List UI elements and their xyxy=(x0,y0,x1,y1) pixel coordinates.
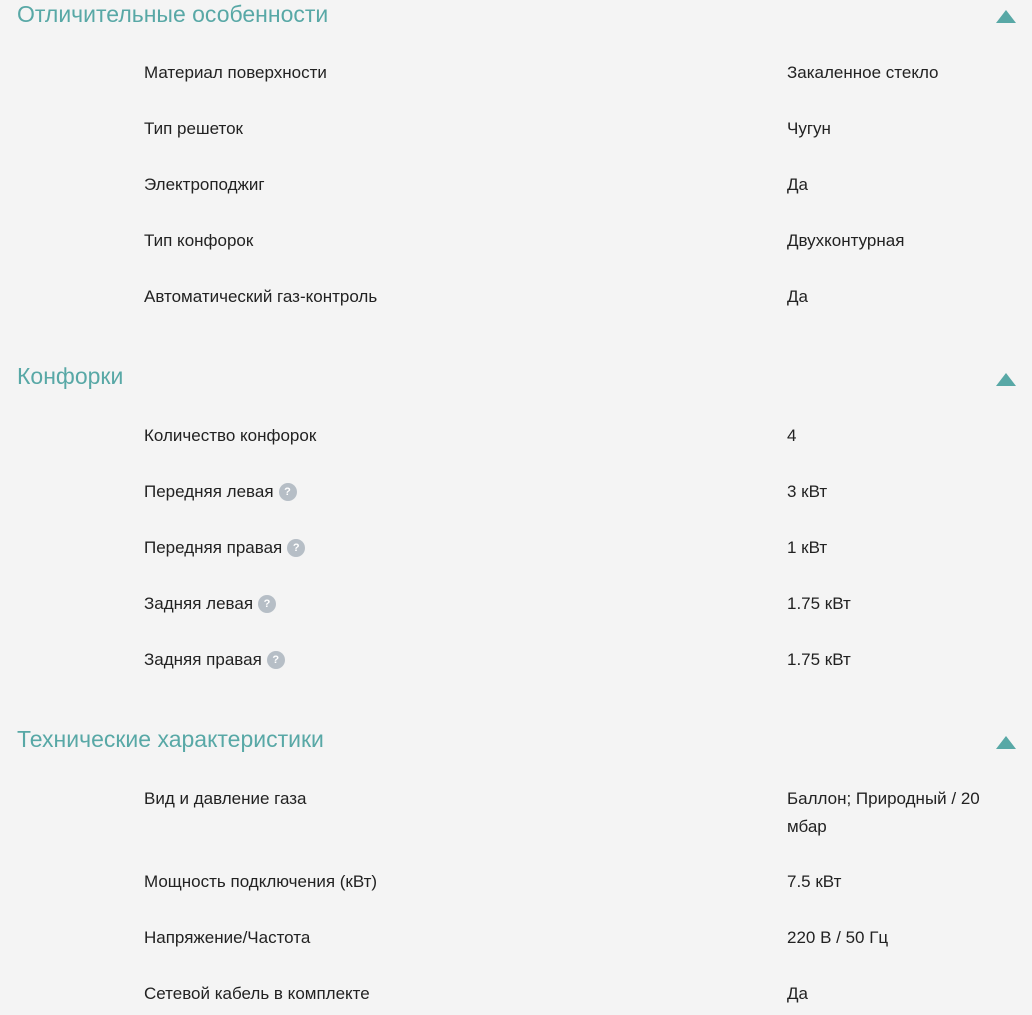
spec-label: Тип конфорок xyxy=(144,231,254,250)
spec-label: Передняя левая xyxy=(144,482,274,501)
spec-label: Тип решеток xyxy=(144,119,243,138)
section-features xyxy=(0,0,1032,306)
spec-value: Баллон; Природный / 20 мбар xyxy=(787,789,980,836)
section-title: Отличительные особенности xyxy=(17,1,329,27)
spec-label: Материал поверхности xyxy=(144,63,327,82)
section-title: Конфорки xyxy=(17,363,124,389)
help-question-icon[interactable]: ? xyxy=(258,595,276,613)
spec-value: Закаленное стекло xyxy=(787,63,939,82)
spec-label: Количество конфорок xyxy=(144,426,317,445)
section-burners xyxy=(0,362,1032,669)
spec-value: 1.75 кВт xyxy=(787,650,851,669)
help-question-icon[interactable]: ? xyxy=(267,651,285,669)
section-header[interactable] xyxy=(0,362,1032,402)
section-technical xyxy=(0,725,1032,1003)
spec-label: Задняя левая xyxy=(144,594,254,613)
spec-label: Автоматический газ-контроль xyxy=(144,287,378,306)
collapse-triangle-up-icon[interactable] xyxy=(996,10,1016,23)
spec-value: 220 В / 50 Гц xyxy=(787,928,889,947)
spec-value: Да xyxy=(787,175,808,194)
spec-value: 1.75 кВт xyxy=(787,594,851,613)
spec-value: 4 xyxy=(787,426,797,445)
spec-label: Задняя правая xyxy=(144,650,262,669)
section-header[interactable] xyxy=(0,725,1032,765)
collapse-triangle-up-icon[interactable] xyxy=(996,736,1016,749)
spec-value: 7.5 кВт xyxy=(787,872,842,891)
spec-label: Передняя правая xyxy=(144,538,283,557)
spec-label: Мощность подключения (кВт) xyxy=(144,872,378,891)
spec-value: 1 кВт xyxy=(787,538,828,557)
spec-value: 3 кВт xyxy=(787,482,828,501)
help-question-icon[interactable]: ? xyxy=(279,483,297,501)
spec-value: Да xyxy=(787,984,808,1003)
section-title: Технические характеристики xyxy=(17,726,324,752)
spec-label: Электроподжиг xyxy=(144,175,265,194)
spec-value: Двухконтурная xyxy=(787,231,905,250)
help-question-icon[interactable]: ? xyxy=(287,539,305,557)
spec-label: Вид и давление газа xyxy=(144,789,307,808)
section-header[interactable] xyxy=(0,0,1032,40)
collapse-triangle-up-icon[interactable] xyxy=(996,373,1016,386)
spec-label: Сетевой кабель в комплекте xyxy=(144,984,370,1003)
spec-label: Напряжение/Частота xyxy=(144,928,311,947)
spec-value: Да xyxy=(787,287,808,306)
spec-value: Чугун xyxy=(787,119,831,138)
